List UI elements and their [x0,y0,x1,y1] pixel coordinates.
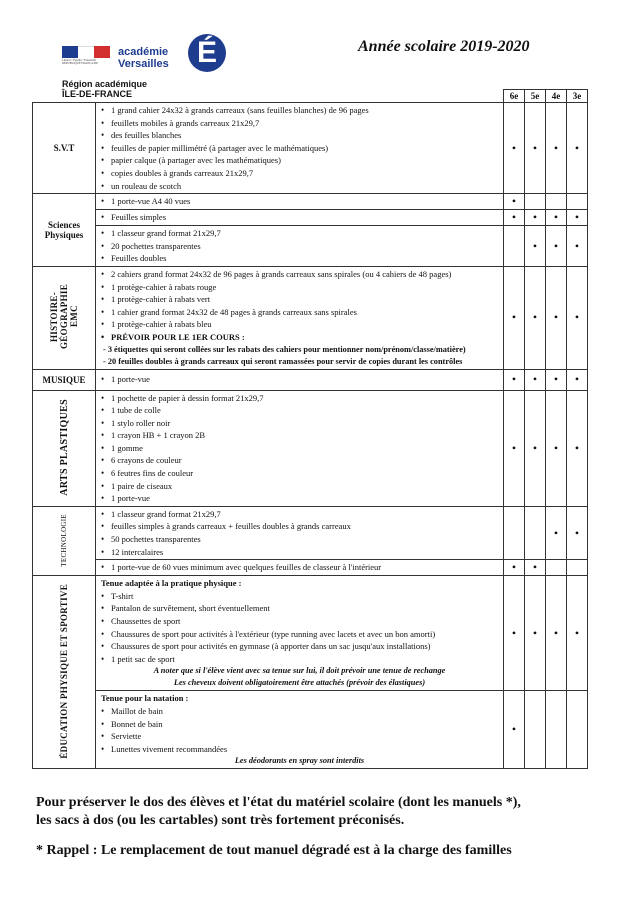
list-item: • feuillets mobiles à grands carreaux 21x29,7 [99,117,500,130]
list-item: • Feuilles doubles [99,252,500,265]
check-dot: • [567,576,588,691]
list-item: • Maillot de bain [99,705,500,718]
subject-row-svt [33,103,588,194]
list-item: • 1 porte-vue [99,492,500,505]
list-item: • feuilles de papier millimétré (à partager avec le mathématiques) [99,142,500,155]
subject-histoire-line2: GÉOGRAPHIE [59,284,69,350]
list-item: • 1 grand cahier 24x32 à grands carreaux (sans feuilles blanches) de 96 pages [99,104,500,117]
subject-row-eps-2 [33,691,588,769]
subject-techno-label: TECHNOLOGIE [60,513,68,567]
check-dot: • [504,560,525,576]
list-item: • Chaussures de sport pour activités en gymnase (à apporter dans un sac jusqu'aux installations) [99,640,500,653]
subject-histoire [33,266,96,369]
region-line2: ÎLE-DE-FRANCE [62,89,132,99]
list-item: • 1 cahier grand format 24x32 de 48 pages à grands carreaux sans spirales [99,306,500,319]
list-item: • 1 protège-cahier à rabats bleu [99,318,500,331]
arts-items [96,390,504,506]
page-header [0,0,640,100]
subject-row-histoire [33,266,588,369]
check-dot: • [525,226,546,267]
subject-arts [33,390,96,506]
check-dot: • [567,390,588,506]
subject-row-arts [33,390,588,506]
check-dot: • [567,103,588,194]
list-item: • 50 pochettes transparentes [99,533,500,546]
list-item: • 1 porte-vue [99,373,500,386]
check-dot: • [567,266,588,369]
list-item: • feuilles simples à grands carreaux + feuilles doubles à grands carreaux [99,520,500,533]
eps-note: Les cheveux doivent obligatoirement être attachés (prévoir des élastiques) [173,678,426,688]
subject-row-physique-3 [33,226,588,267]
subject-musique: MUSIQUE [33,369,96,390]
check-dot: • [567,506,588,559]
list-item: • 1 porte-vue de 60 vues minimum avec quelques feuilles de classeur à l'intérieur [99,561,500,574]
eps-natation-items [96,691,504,769]
check-dot: • [504,266,525,369]
check-dot: • [504,194,525,210]
check-dot: • [567,226,588,267]
list-item: • Chaussettes de sport [99,615,500,628]
grade-6: 6e [504,90,525,103]
academie-name [118,46,169,70]
list-item: • Chaussures de sport pour activités à l'extérieur (type running avec lacets et avec un bon amorti) [99,628,500,641]
list-item: • 1 protège-cahier à rabats vert [99,293,500,306]
eps-natation-title: Tenue pour la natation : [101,693,189,704]
subject-row-eps-1 [33,576,588,691]
check-dot: • [525,103,546,194]
eps-tenue-items [96,576,504,691]
list-item: • 20 pochettes transparentes [99,240,500,253]
list-item: • Lunettes vivement recommandées [99,743,500,756]
subject-row-physique-2 [33,210,588,226]
check-dot: • [504,210,525,226]
list-item: • 1 paire de ciseaux [99,480,500,493]
subject-eps [33,576,96,769]
list-item: • 1 classeur grand format 21x29,7 [99,227,500,240]
check-dot: • [525,390,546,506]
check-dot: • [546,226,567,267]
list-item: • T-shirt [99,590,500,603]
footer-line1: Pour préserver le dos des élèves et l'état du matériel scolaire (dont les manuels *), [36,795,521,810]
list-item: • 1 pochette de papier à dessin format 21x29,7 [99,392,500,405]
subject-physique [33,194,96,267]
check-dot: • [567,210,588,226]
check-dot: • [504,691,525,769]
check-dot: • [525,266,546,369]
check-dot: • [567,369,588,390]
footer-line2: les sacs à dos (ou les cartables) sont très fortement préconisés. [36,813,405,828]
subject-row-physique-1 [33,194,588,210]
list-item: • 1 crayon HB + 1 crayon 2B [99,429,500,442]
subject-svt: S.V.T [33,103,96,194]
academie-logo-icon: É [188,34,226,72]
eps-note: Les déodorants en spray sont interdits [234,756,365,766]
eps-tenue-title: Tenue adaptée à la pratique physique : [101,578,242,589]
check-dot: • [546,210,567,226]
list-item: • papier calque (à partager avec les mathématiques) [99,154,500,167]
grade-3: 3e [567,90,588,103]
republique-francaise-logo [62,46,110,68]
list-item-heading: • PRÉVOIR POUR LE 1ER COURS : [99,331,500,344]
check-dot: • [504,576,525,691]
check-dot: • [546,103,567,194]
list-item: • 6 feutres fins de couleur [99,467,500,480]
list-item: • 1 tube de colle [99,404,500,417]
subject-physique-line2: Physiques [44,230,84,241]
subject-arts-label: ARTS PLASTIQUES [58,398,70,496]
list-item: • 2 cahiers grand format 24x32 de 96 pages à grands carreaux sans spirales (ou 4 cahiers de 48 pages) [99,268,500,281]
list-item: • un rouleau de scotch [99,180,500,193]
check-dot: • [525,560,546,576]
check-dot: • [546,576,567,691]
grade-header-row [33,90,588,103]
subject-histoire-line1: HISTOIRE- [49,291,59,342]
check-dot: • [504,390,525,506]
svt-items [96,103,504,194]
list-item: • Serviette [99,730,500,743]
check-dot: • [546,390,567,506]
list-item: • copies doubles à grands carreaux 21x29,7 [99,167,500,180]
check-dot: • [546,266,567,369]
note-line: - 3 étiquettes qui seront collées sur les rabats des cahiers pour mentionner nom/prénom/classe/matière) [103,344,466,354]
subject-histoire-line3: EMC [69,305,79,328]
grade-5: 5e [525,90,546,103]
supplies-table [32,89,588,769]
subject-eps-label: ÉDUCATION PHYSIQUE ET SPORTIVE [59,583,69,759]
list-item: • 1 classeur grand format 21x29,7 [99,508,500,521]
footer-rappel: * Rappel : Le remplacement de tout manuel dégradé est à la charge des familles [36,843,512,858]
region-line1: Région académique [62,79,148,89]
list-item: • Feuilles simples [99,211,500,224]
subject-row-techno-1 [33,506,588,559]
check-dot: • [525,369,546,390]
academie-line1: académie [118,46,169,58]
check-dot: • [525,210,546,226]
footer-advice [36,794,616,830]
list-item: • 1 stylo roller noir [99,417,500,430]
check-dot: • [546,506,567,559]
grade-4: 4e [546,90,567,103]
check-dot: • [504,369,525,390]
eps-note: A noter que si l'élève vient avec sa tenue sur lui, il doit prévoir une tenue de rechange [153,666,446,676]
list-item: • 1 protège-cahier à rabats rouge [99,281,500,294]
list-item: • 1 petit sac de sport [99,653,500,666]
list-item: • des feuilles blanches [99,129,500,142]
check-dot: • [525,576,546,691]
check-dot: • [546,369,567,390]
list-item: • 1 gomme [99,442,500,455]
flag-caption: Liberté • Égalité • Fraternité RÉPUBLIQUE FRANÇAISE [62,58,99,65]
subject-techno [33,506,96,575]
list-item: • 1 porte-vue A4 40 vues [99,195,500,208]
note-line: - 20 feuilles doubles à grands carreaux qui seront ramassées pour servir de copies durant les contrôles [103,356,463,366]
list-item: • 12 intercalaires [99,546,500,559]
list-item: • 6 crayons de couleur [99,454,500,467]
list-item: • Bonnet de bain [99,718,500,731]
academie-line2: Versailles [118,58,169,70]
check-dot: • [504,103,525,194]
school-year-title: Année scolaire 2019-2020 [358,38,530,55]
subject-row-musique [33,369,588,390]
list-item: • Pantalon de survêtement, short éventuellement [99,602,500,615]
subject-physique-line1: Sciences [48,220,80,231]
subject-row-techno-2 [33,560,588,576]
histoire-items [96,266,504,369]
